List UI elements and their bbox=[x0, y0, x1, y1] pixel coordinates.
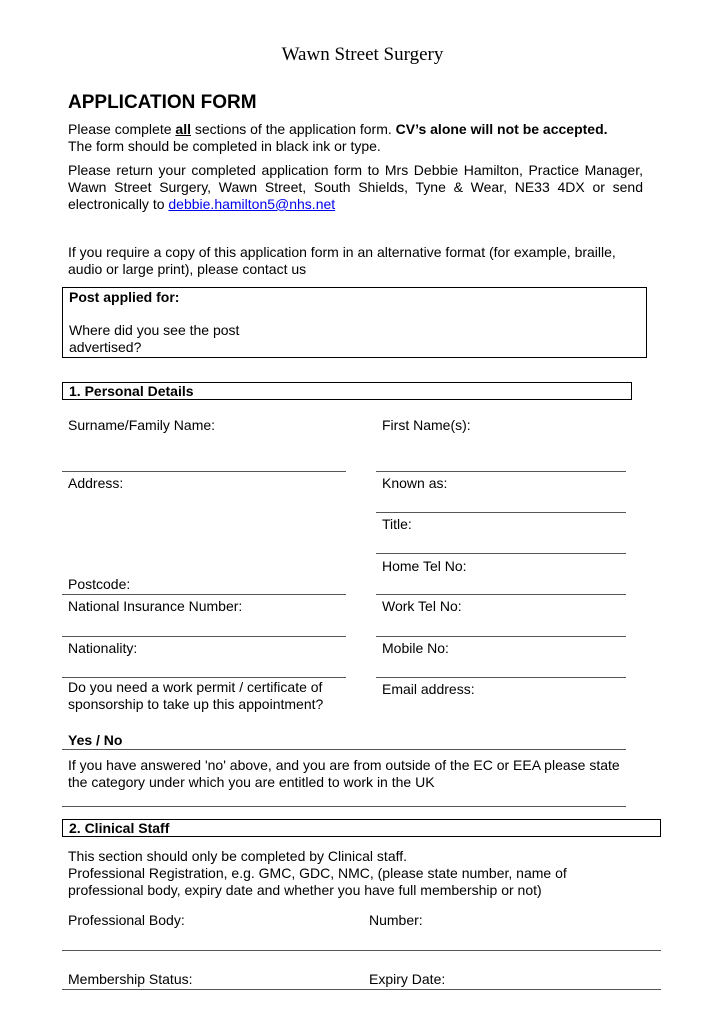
email-link[interactable]: debbie.hamilton5@nhs.net bbox=[168, 196, 336, 212]
section-2-heading-box bbox=[62, 819, 661, 837]
title-label: Title: bbox=[382, 516, 412, 532]
professional-body-field-line[interactable] bbox=[62, 950, 661, 951]
first-names-label: First Name(s): bbox=[382, 417, 471, 433]
work-permit-question bbox=[68, 679, 323, 713]
professional-body-label: Professional Body: bbox=[68, 912, 185, 928]
where-seen-line: advertised? bbox=[69, 339, 142, 355]
intro-all-emphasis: all bbox=[175, 121, 191, 137]
where-seen-label bbox=[69, 322, 239, 356]
work-tel-field-line[interactable] bbox=[376, 636, 626, 637]
ink-instruction: The form should be completed in black ink or type. bbox=[68, 138, 381, 154]
professional-registration-note: Professional Registration, e.g. GMC, GDC, NMC, (please state number, name of professional body, expiry date and whether you have full membership or not) bbox=[68, 865, 567, 898]
intro-paragraph-1 bbox=[68, 121, 643, 155]
yes-no-field-line[interactable] bbox=[62, 749, 626, 750]
section-1-heading: 1. Personal Details bbox=[69, 383, 194, 399]
nationality-label: Nationality: bbox=[68, 640, 138, 656]
mobile-label: Mobile No: bbox=[382, 640, 449, 656]
known-as-field-line[interactable] bbox=[376, 512, 626, 513]
page-header: Wawn Street Surgery bbox=[281, 44, 444, 65]
home-tel-label: Home Tel No: bbox=[382, 558, 467, 574]
mobile-field-line[interactable] bbox=[376, 677, 626, 678]
work-permit-line: sponsorship to take up this appointment? bbox=[68, 696, 324, 712]
postcode-field-line[interactable] bbox=[62, 594, 346, 595]
return-instructions: Please return your completed application form to Mrs Debbie Hamilton, Practice Manager, Wawn Street Surgery, Wawn Street, South Shields, Tyne & Wear, NE33 4DX or send electronically to bbox=[68, 162, 643, 212]
surname-label: Surname/Family Name: bbox=[68, 417, 216, 433]
surname-field-line[interactable] bbox=[62, 471, 346, 472]
section-2-heading: 2. Clinical Staff bbox=[69, 820, 170, 836]
cv-warning: CV’s alone will not be accepted. bbox=[395, 121, 608, 137]
membership-field-line[interactable] bbox=[62, 989, 661, 990]
work-tel-label: Work Tel No: bbox=[382, 598, 462, 614]
expiry-date-label: Expiry Date: bbox=[369, 971, 446, 987]
alternative-format-note: If you require a copy of this application form in an alternative format (for example, braille, audio or large print), please contact us bbox=[68, 244, 616, 277]
first-names-field-line[interactable] bbox=[376, 471, 626, 472]
postcode-label: Postcode: bbox=[68, 576, 131, 592]
email-address-label: Email address: bbox=[382, 681, 475, 697]
registration-number-label: Number: bbox=[369, 912, 423, 928]
clinical-only-note: This section should only be completed by Clinical staff. bbox=[68, 848, 408, 864]
title-field-line[interactable] bbox=[376, 553, 626, 554]
outside-ec-question: If you have answered 'no' above, and you are from outside of the EC or EEA please state the category under which you are entitled to work in the UK bbox=[68, 757, 620, 790]
intro-text: Please complete bbox=[68, 121, 176, 137]
intro-text: sections of the application form. bbox=[190, 121, 396, 137]
where-seen-line: Where did you see the post bbox=[69, 322, 240, 338]
ni-number-label: National Insurance Number: bbox=[68, 598, 243, 614]
section-1-heading-box bbox=[62, 382, 632, 400]
nationality-field-line[interactable] bbox=[62, 677, 346, 678]
intro-paragraph-2 bbox=[68, 162, 643, 213]
membership-status-label: Membership Status: bbox=[68, 971, 193, 987]
form-title: APPLICATION FORM bbox=[68, 92, 257, 113]
yes-no-option[interactable]: Yes / No bbox=[68, 732, 123, 748]
known-as-label: Known as: bbox=[382, 475, 448, 491]
work-permit-line: Do you need a work permit / certificate of bbox=[68, 679, 323, 695]
home-tel-field-line[interactable] bbox=[376, 594, 626, 595]
address-label: Address: bbox=[68, 475, 124, 491]
post-applied-label: Post applied for: bbox=[69, 289, 180, 305]
post-applied-box bbox=[62, 287, 647, 358]
outside-ec-field-line[interactable] bbox=[62, 806, 626, 807]
ni-number-field-line[interactable] bbox=[62, 636, 346, 637]
